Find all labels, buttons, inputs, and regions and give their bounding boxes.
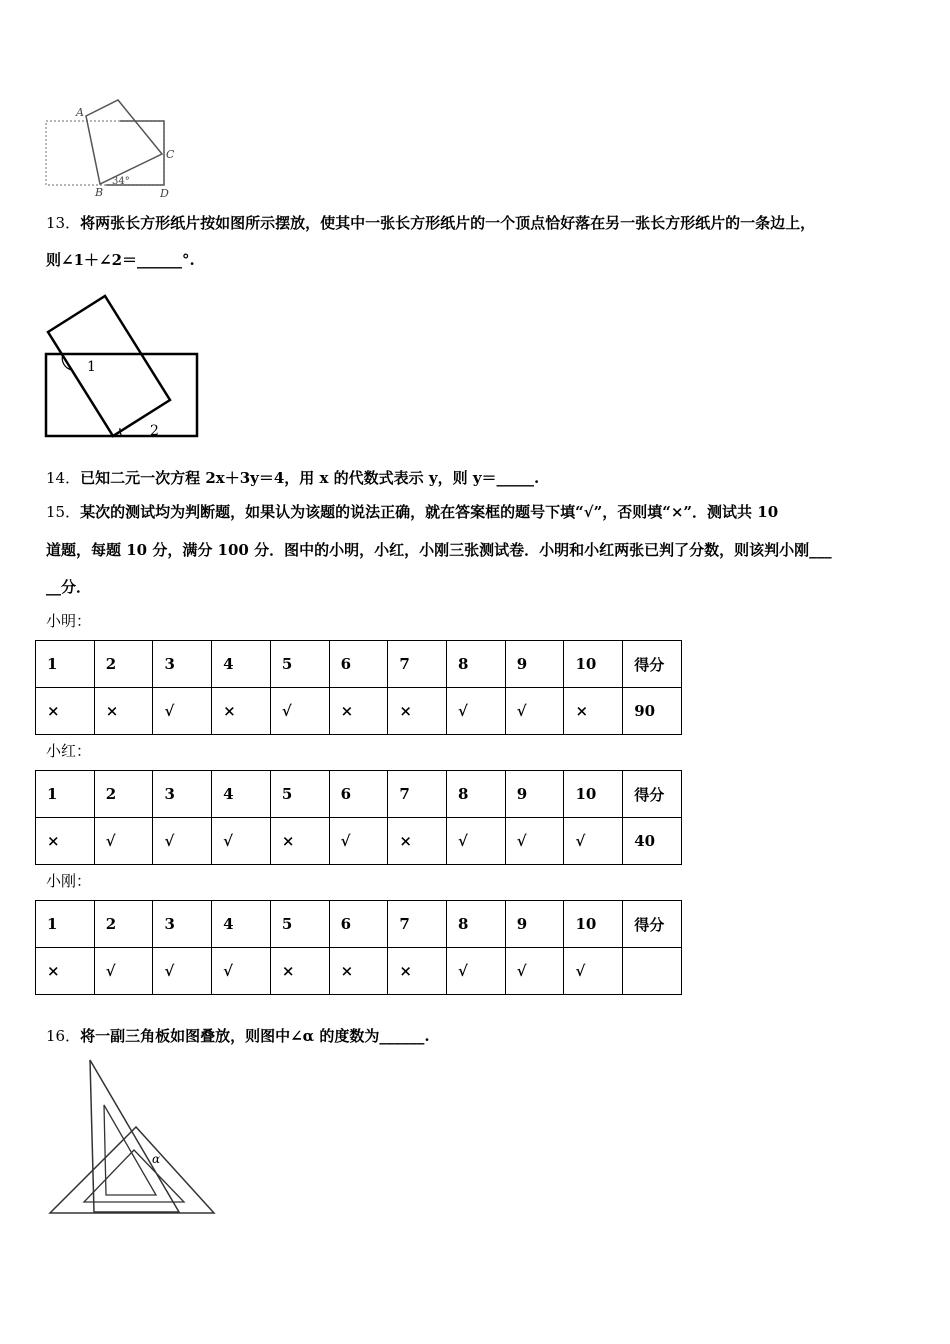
label-b: B bbox=[95, 186, 104, 199]
table-header-row: 1 2 3 4 5 6 7 8 9 10 得分 bbox=[36, 641, 682, 688]
table-label-xiaogang: 小刚： bbox=[46, 872, 92, 890]
question-14: 14．已知二元一次方程 2x＋3y＝4，用 x 的代数式表示 y，则 y＝_____. bbox=[46, 469, 540, 487]
angle-2-label: 2 bbox=[150, 423, 159, 439]
dashed-rectangle bbox=[46, 121, 164, 185]
alpha-label: α bbox=[152, 1152, 161, 1166]
figure-q13-two-rectangles bbox=[40, 290, 210, 445]
question-16: 16．将一副三角板如图叠放，则图中∠α 的度数为______. bbox=[46, 1027, 430, 1045]
folded-quadrilateral bbox=[86, 100, 162, 184]
score-cell: 90 bbox=[623, 688, 682, 735]
tall-triangle-outer bbox=[90, 1060, 179, 1212]
score-cell: 40 bbox=[623, 818, 682, 865]
score-table-xiaogang bbox=[35, 900, 682, 995]
question-15-line1: 15．某次的测试均为判断题，如果认为该题的说法正确，就在答案框的题号下填“√”，否则填“×”．测试共 10 bbox=[46, 503, 779, 521]
tilted-rectangle bbox=[48, 296, 170, 436]
score-table-xiaohong bbox=[35, 770, 682, 865]
label-c: C bbox=[166, 148, 175, 161]
table-label-xiaoming: 小明： bbox=[46, 612, 92, 630]
table-row: × √ √ √ × × × √ √ √ bbox=[36, 948, 682, 995]
table-header-row: 1 2 3 4 5 6 7 8 9 10 得分 bbox=[36, 901, 682, 948]
table-row: × √ √ √ × √ × √ √ √ 40 bbox=[36, 818, 682, 865]
score-cell bbox=[623, 948, 682, 995]
table-label-xiaohong: 小红： bbox=[46, 742, 92, 760]
figure-q16-set-squares bbox=[44, 1055, 224, 1220]
question-13-line2: 则∠1＋∠2＝______°. bbox=[46, 251, 195, 269]
table-row: × × √ × √ × × √ √ × 90 bbox=[36, 688, 682, 735]
angle-34: 34° bbox=[112, 176, 130, 187]
label-d: D bbox=[160, 187, 169, 200]
label-a: A bbox=[76, 106, 84, 119]
question-15-line3: __分． bbox=[46, 578, 92, 596]
question-number: 14． bbox=[46, 469, 81, 487]
question-13-line1: 13．将两张长方形纸片按如图所示摆放，使其中一张长方形纸片的一个顶点恰好落在另一张长方形纸片的一条边上， bbox=[46, 214, 816, 232]
score-table-xiaoming bbox=[35, 640, 682, 735]
table-header-row: 1 2 3 4 5 6 7 8 9 10 得分 bbox=[36, 771, 682, 818]
question-number: 15． bbox=[46, 503, 81, 521]
angle-1-label: 1 bbox=[87, 359, 96, 375]
question-number: 13． bbox=[46, 214, 81, 232]
tall-triangle-inner bbox=[104, 1105, 156, 1195]
wide-triangle-outer bbox=[50, 1127, 214, 1213]
question-number: 16． bbox=[46, 1027, 81, 1045]
figure-q12-rectangle-fold bbox=[40, 96, 190, 201]
question-15-line2: 道题，每题 10 分，满分 100 分．图中的小明，小红，小刚三张测试卷．小明和小红两张已判了分数，则该判小刚___ bbox=[46, 541, 832, 559]
